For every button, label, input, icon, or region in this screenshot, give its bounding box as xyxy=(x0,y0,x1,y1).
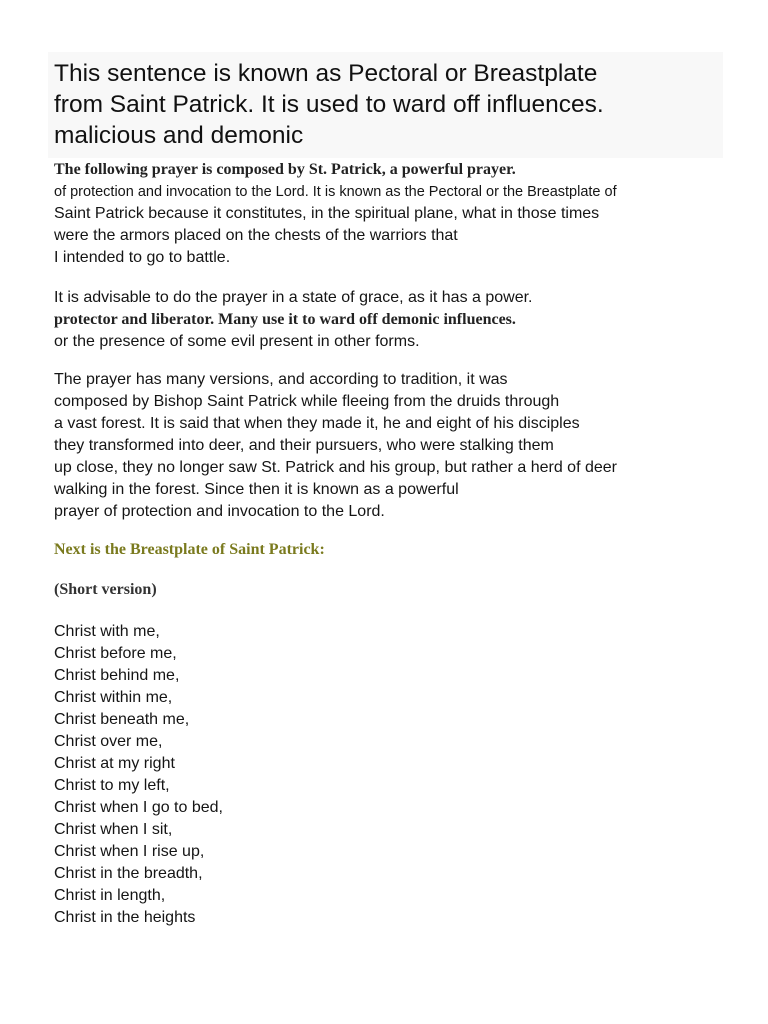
title-line-1: This sentence is known as Pectoral or Breastplate xyxy=(54,60,598,87)
advice-bold-line: protector and liberator. Many use it to ward off demonic influences. xyxy=(54,311,516,328)
prayer-line: Christ when I sit, xyxy=(54,821,173,838)
history-line: up close, they no longer saw St. Patrick and his group, but rather a herd of deer xyxy=(54,459,617,476)
intro-line: Saint Patrick because it constitutes, in the spiritual plane, what in those times xyxy=(54,205,600,222)
prayer-line: Christ before me, xyxy=(54,645,177,662)
history-line: The prayer has many versions, and according to tradition, it was xyxy=(54,371,508,388)
prayer-line: Christ when I rise up, xyxy=(54,843,205,860)
prayer-line: Christ with me, xyxy=(54,623,160,640)
intro-line: I intended to go to battle. xyxy=(54,249,231,266)
intro-small-line: of protection and invocation to the Lord. It is known as the Pectoral or the Breastplate of xyxy=(54,184,617,200)
prayer-line: Christ in length, xyxy=(54,887,166,904)
prayer-line: Christ over me, xyxy=(54,733,163,750)
prayer-line: Christ beneath me, xyxy=(54,711,190,728)
advice-line: or the presence of some evil present in other forms. xyxy=(54,333,420,350)
prayer-line: Christ at my right xyxy=(54,755,175,772)
history-line: prayer of protection and invocation to the Lord. xyxy=(54,503,385,520)
prayer-line: Christ to my left, xyxy=(54,777,170,794)
section-heading: Next is the Breastplate of Saint Patrick: xyxy=(54,541,325,558)
prayer-line: Christ behind me, xyxy=(54,667,180,684)
history-line: composed by Bishop Saint Patrick while fleeing from the druids through xyxy=(54,393,560,410)
title-box xyxy=(48,52,723,158)
title-line-3: malicious and demonic xyxy=(54,122,304,149)
advice-line: It is advisable to do the prayer in a state of grace, as it has a power. xyxy=(54,289,533,306)
page-title xyxy=(54,58,719,151)
prayer-line: Christ in the breadth, xyxy=(54,865,203,882)
history-line: they transformed into deer, and their pursuers, who were stalking them xyxy=(54,437,554,454)
prayer-line: Christ when I go to bed, xyxy=(54,799,223,816)
prayer-line: Christ within me, xyxy=(54,689,173,706)
history-line: a vast forest. It is said that when they made it, he and eight of his disciples xyxy=(54,415,580,432)
title-line-2: from Saint Patrick. It is used to ward off influences. xyxy=(54,91,604,118)
intro-line: were the armors placed on the chests of the warriors that xyxy=(54,227,458,244)
history-line: walking in the forest. Since then it is known as a powerful xyxy=(54,481,459,498)
prayer-line: Christ in the heights xyxy=(54,909,196,926)
intro-bold-line: The following prayer is composed by St. Patrick, a powerful prayer. xyxy=(54,161,516,178)
version-label: (Short version) xyxy=(54,581,157,598)
